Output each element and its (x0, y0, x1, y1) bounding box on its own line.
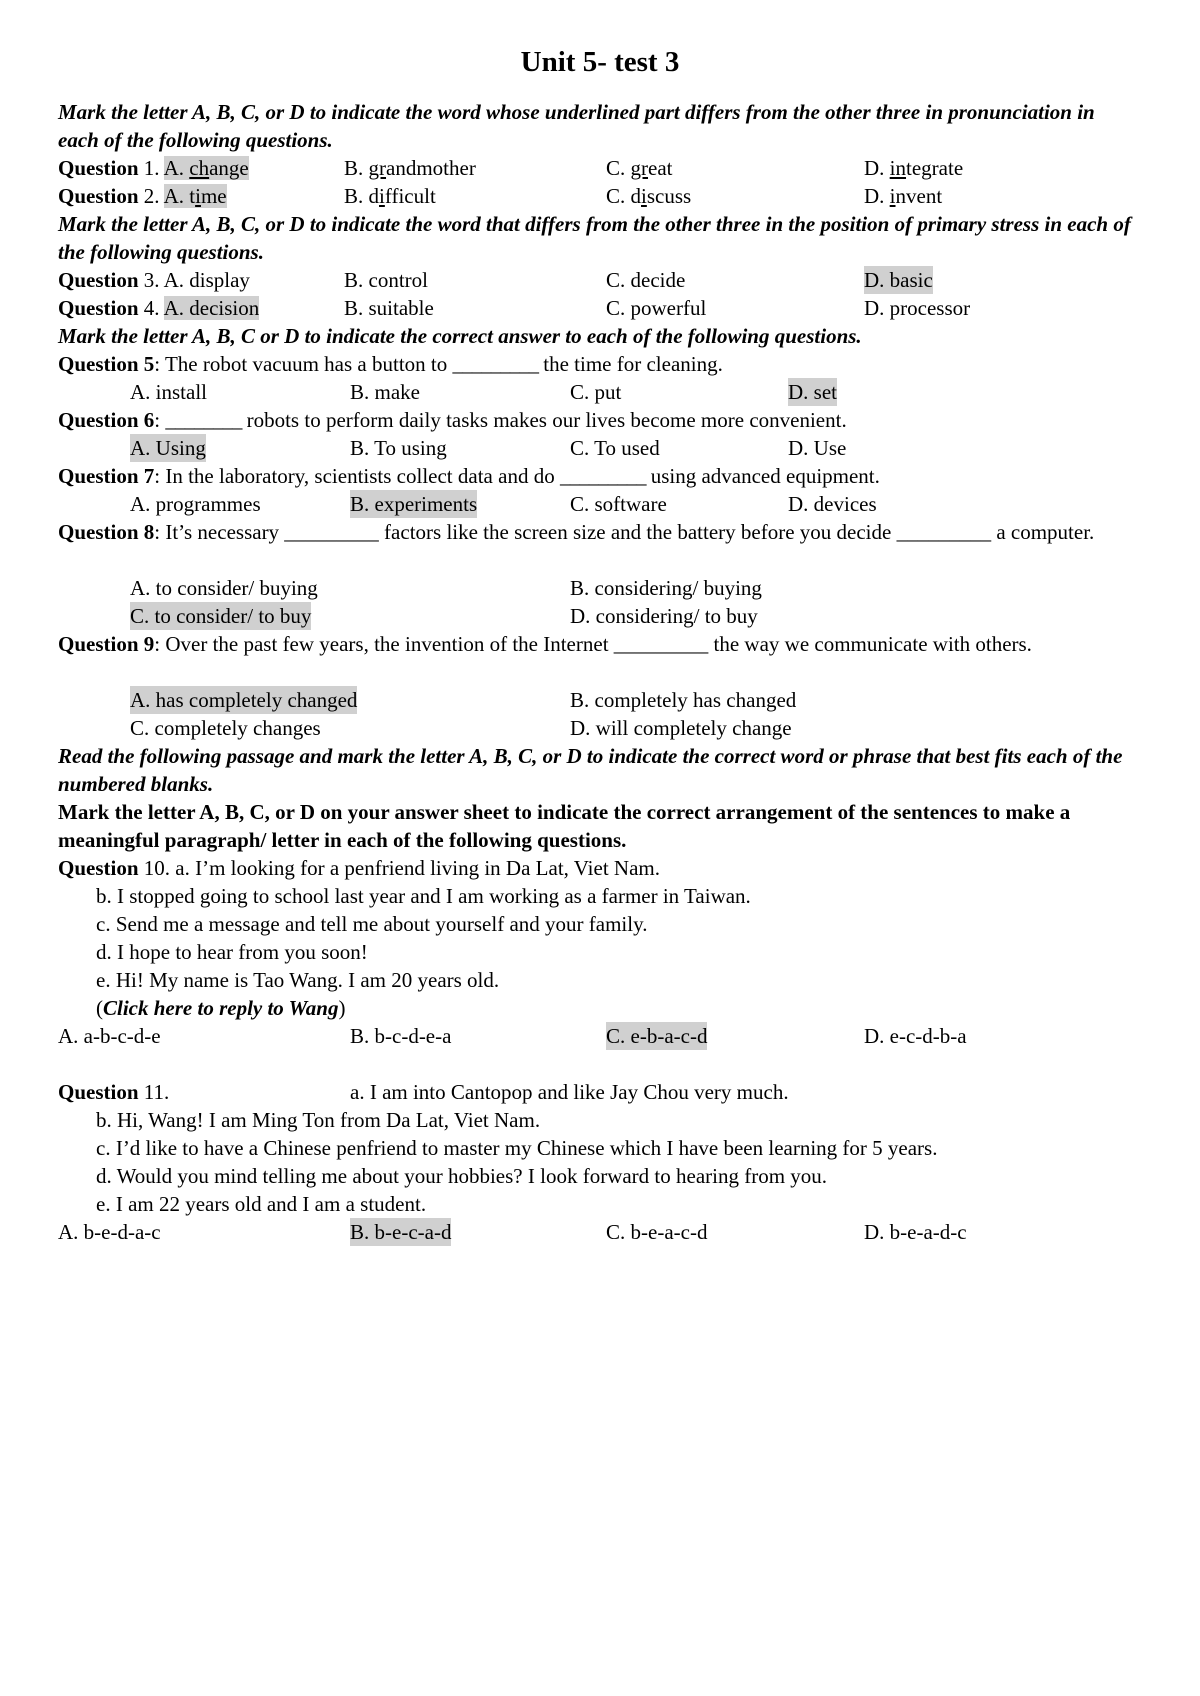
q4-option-a: A. decision (163, 296, 260, 320)
q1-option-a: A. change (163, 156, 249, 180)
q3-option-c: C. decide (606, 268, 686, 292)
q10-option-d: D. e-c-d-b-a (864, 1024, 967, 1048)
q11-option-a: A. b-e-d-a-c (58, 1220, 161, 1244)
question-11-sentence-c: c. I’d like to have a Chinese penfriend to master my Chinese which I have been learning for 5 years. (96, 1136, 938, 1160)
q3-option-a: A. display (163, 268, 250, 292)
question-11-sentence-b: b. Hi, Wang! I am Ming Ton from Da Lat, Viet Nam. (96, 1108, 541, 1132)
q4-option-b: B. suitable (344, 296, 434, 320)
q6-option-d: D. Use (788, 436, 847, 460)
question-8-stem: Question 8: It’s necessary _________ factors like the screen size and the battery before you decide _________ a computer. (58, 520, 1095, 544)
q8-option-b: B. considering/ buying (570, 576, 762, 600)
q2-option-b: B. difficult (344, 184, 436, 208)
q2-option-d: D. invent (864, 184, 943, 208)
question-7-stem: Question 7: In the laboratory, scientists collect data and do _________ using advanced equipment. (58, 464, 880, 488)
q6-option-a: A. Using (130, 436, 206, 460)
q3-option-b: B. control (344, 268, 428, 292)
q11-option-d: D. b-e-a-d-c (864, 1220, 967, 1244)
page-title: Unit 5- test 3 (520, 46, 680, 78)
question-3: Question 3. A. display B. control C. decide D. basic (58, 268, 933, 292)
q10-option-a: A. a-b-c-d-e (58, 1024, 161, 1048)
q4-option-d: D. processor (864, 296, 971, 320)
question-9-stem: Question 9: Over the past few years, the invention of the Internet _________ the way we communicate with others. (58, 632, 1032, 656)
q5-option-a: A. install (130, 380, 207, 404)
q1-option-b: B. grandmother (344, 156, 476, 180)
q7-option-d: D. devices (788, 492, 877, 516)
section2-instruction: Mark the letter A, B, C, or D to indicate the word that differs from the other three in the position of primary stress in each of the following questions. (58, 212, 1131, 264)
question-11-sentence-a: Question 11. a. I am into Cantopop and like Jay Chou very much. (58, 1080, 789, 1104)
section4-instruction: Read the following passage and mark the letter A, B, C, or D to indicate the correct word or phrase that best fits each of the numbered blanks. (58, 744, 1123, 796)
question-11-sentence-e: e. I am 22 years old and I am a student. (96, 1192, 427, 1216)
q10-option-b: B. b-c-d-e-a (350, 1024, 452, 1048)
q1-option-c: C. great (606, 156, 673, 180)
q1-option-d: D. integrate (864, 156, 964, 180)
question-10-reply-link: (Click here to reply to Wang) (96, 996, 346, 1020)
question-6-stem: Question 6: ________ robots to perform daily tasks makes our lives become more convenient. (58, 408, 847, 432)
q7-option-b: B. experiments (350, 492, 478, 516)
q3-option-d: D. basic (864, 268, 933, 292)
q9-option-c: C. completely changes (130, 716, 321, 740)
q5-option-b: B. make (350, 380, 420, 404)
question-10-sentence-c: c. Send me a message and tell me about yourself and your family. (96, 912, 648, 936)
section3-instruction: Mark the letter A, B, C or D to indicate the correct answer to each of the following questions. (58, 324, 862, 348)
q6-option-b: B. To using (350, 436, 447, 460)
q4-option-c: C. powerful (606, 296, 707, 320)
question-11-sentence-d: d. Would you mind telling me about your hobbies? I look forward to hearing from you. (96, 1164, 828, 1188)
q9-option-b: B. completely has changed (570, 688, 797, 712)
q2-option-c: C. discuss (606, 184, 692, 208)
q8-option-d: D. considering/ to buy (570, 604, 758, 628)
question-5-stem: Question 5: The robot vacuum has a button to _________ the time for cleaning. (58, 352, 723, 376)
question-1: Question 1. A. change B. grandmother C. great D. integrate (58, 156, 964, 180)
q5-option-d: D. set (788, 380, 837, 404)
question-10-sentence-b: b. I stopped going to school last year and I am working as a farmer in Taiwan. (96, 884, 751, 908)
q11-option-b: B. b-e-c-a-d (350, 1220, 452, 1244)
section1-instruction: Mark the letter A, B, C, or D to indicate the word whose underlined part differs from the other three in pronunciation in each of the following questions. (58, 100, 1095, 152)
q5-option-c: C. put (570, 380, 622, 404)
q9-option-d: D. will completely change (570, 716, 792, 740)
question-10-sentence-a: Question 10. a. I’m looking for a penfriend living in Da Lat, Viet Nam. (58, 856, 660, 880)
section5-instruction: Mark the letter A, B, C, or D on your answer sheet to indicate the correct arrangement of the sentences to make a meaningful paragraph/ letter in each of the following questions. (58, 800, 1071, 852)
q8-option-c: C. to consider/ to buy (130, 604, 312, 628)
q9-option-a: A. has completely changed (130, 688, 358, 712)
q7-option-a: A. programmes (130, 492, 261, 516)
q6-option-c: C. To used (570, 436, 660, 460)
q10-option-c: C. e-b-a-c-d (606, 1024, 708, 1048)
question-10-sentence-e: e. Hi! My name is Tao Wang. I am 20 years old. (96, 968, 500, 992)
question-4: Question 4. A. decision B. suitable C. powerful D. processor (58, 296, 971, 320)
q11-option-c: C. b-e-a-c-d (606, 1220, 708, 1244)
q7-option-c: C. software (570, 492, 667, 516)
q2-option-a: A. time (163, 184, 227, 208)
question-2: Question 2. A. time B. difficult C. discuss D. invent (58, 184, 943, 208)
q8-option-a: A. to consider/ buying (130, 576, 318, 600)
question-10-sentence-d: d. I hope to hear from you soon! (96, 940, 368, 964)
